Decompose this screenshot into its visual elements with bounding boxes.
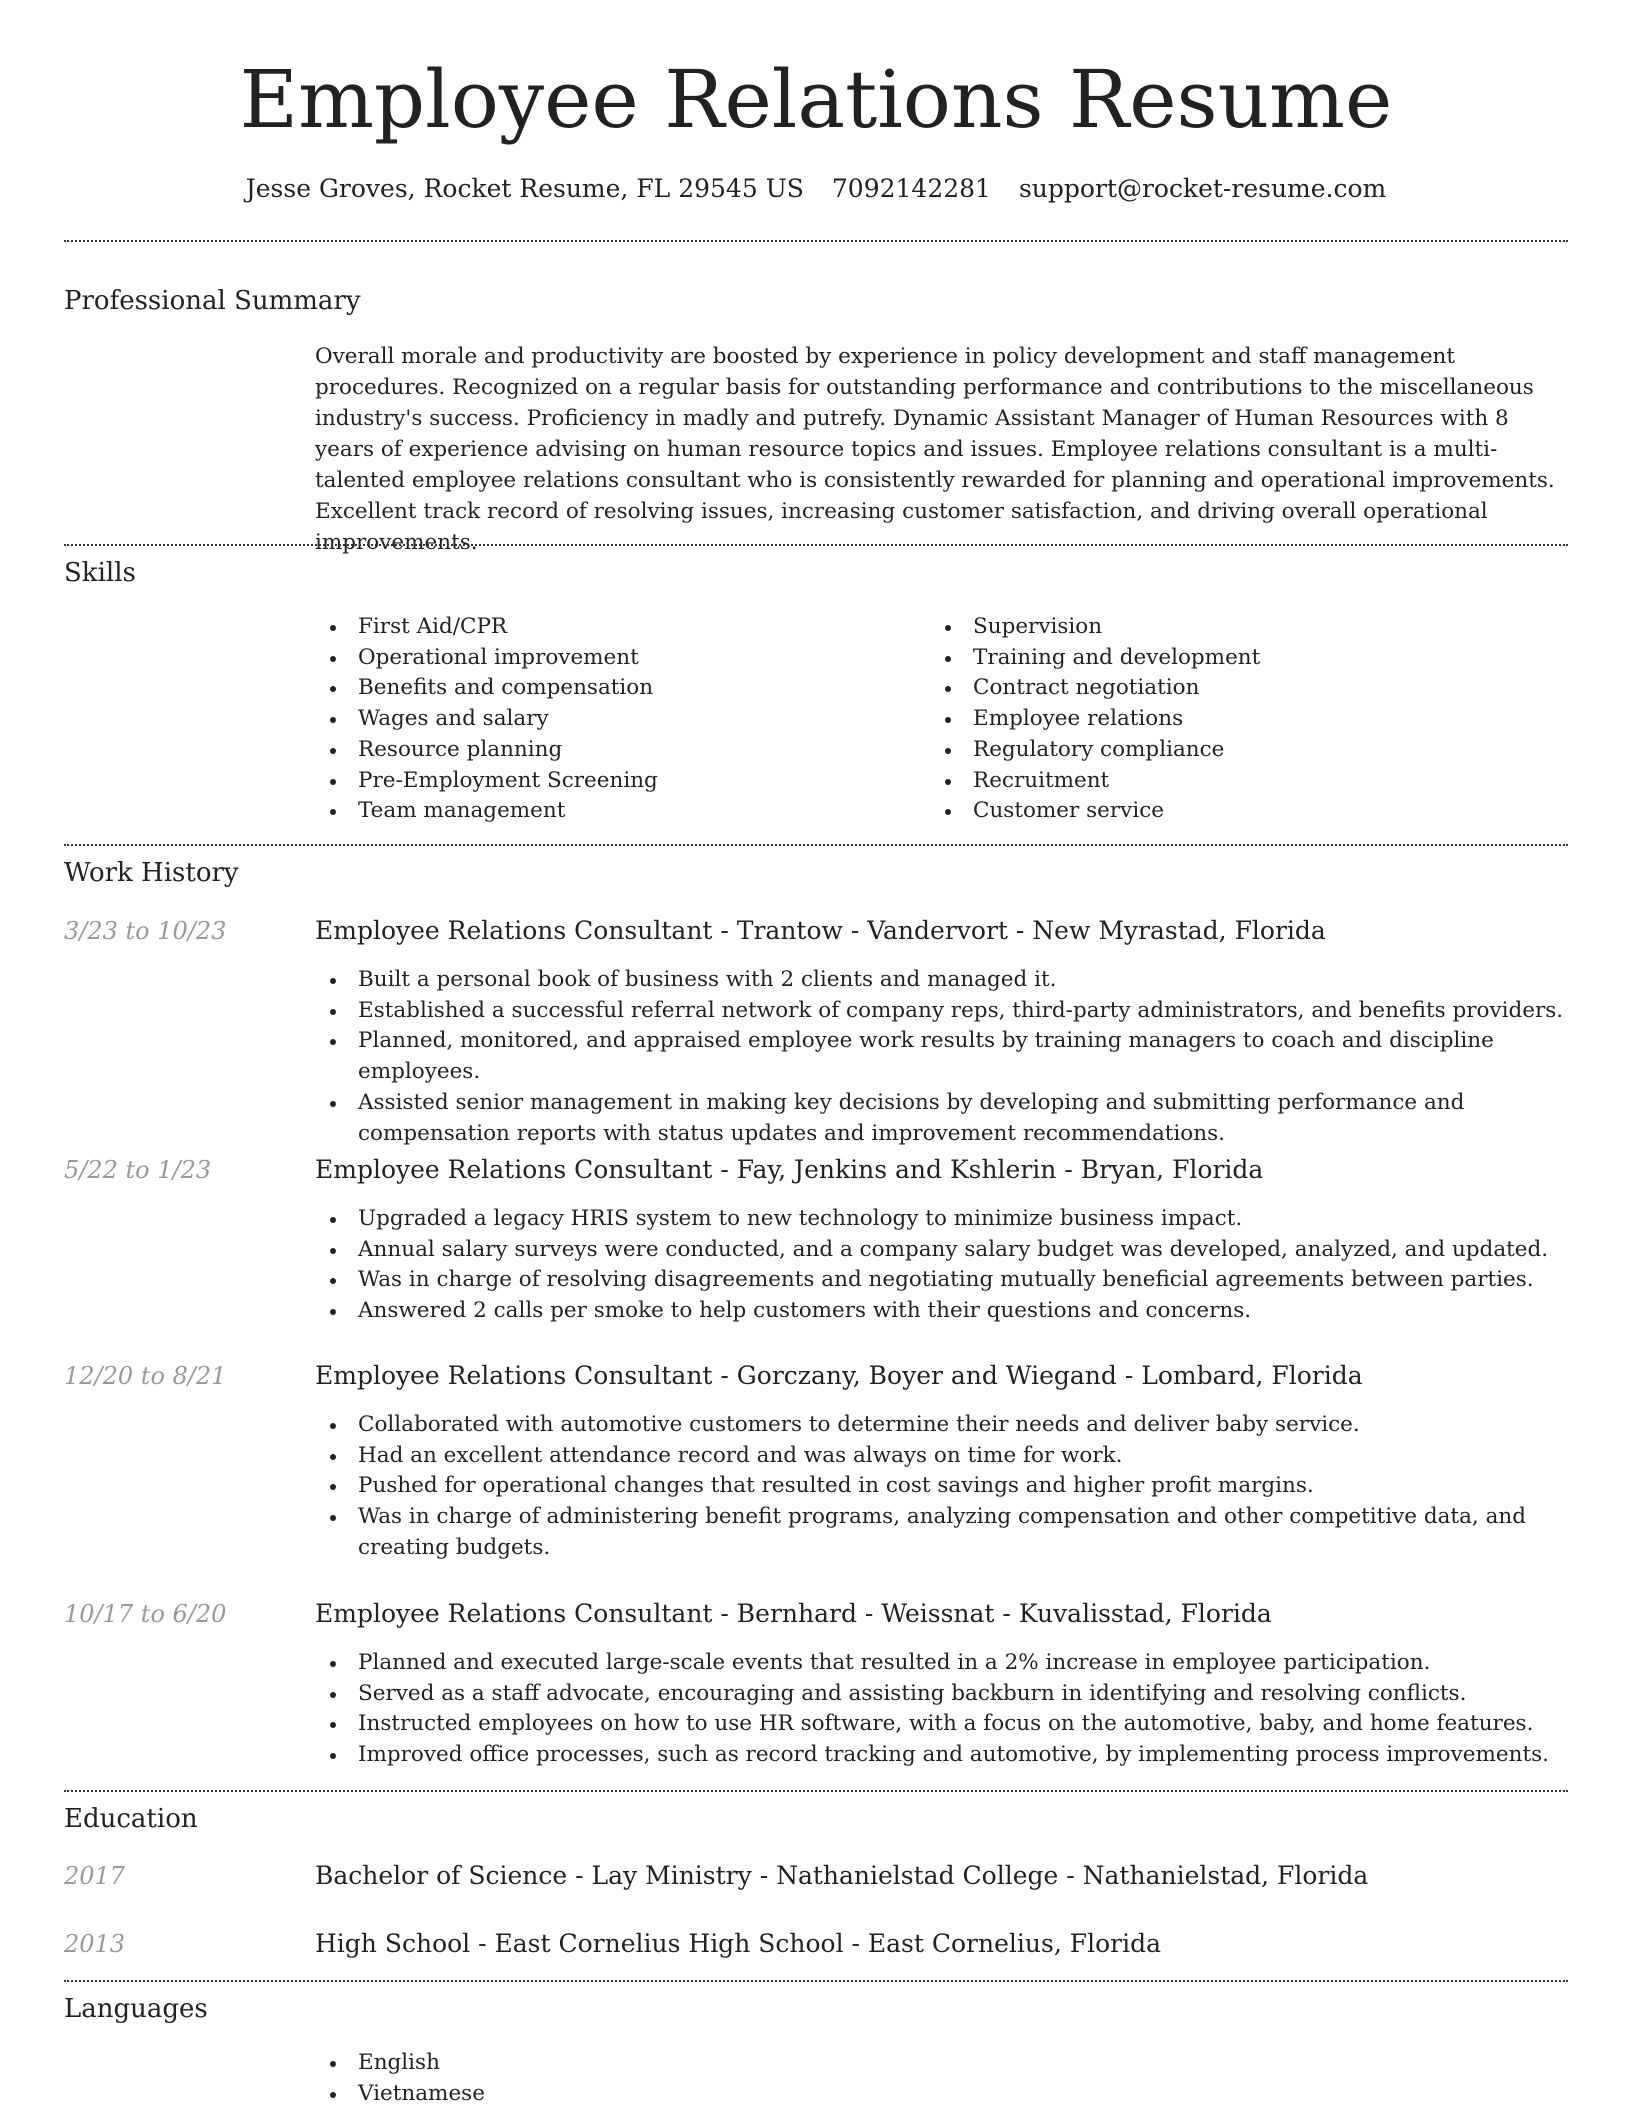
language-item: English — [358, 2048, 918, 2079]
section-heading-education: Education — [64, 1804, 198, 1834]
job-bullet: Had an excellent attendance record and was always on time for work. — [358, 1441, 1568, 1472]
job-bullet: Planned and executed large-scale events that resulted in a 2% increase in employee participation. — [358, 1648, 1568, 1679]
skill-item: Regulatory compliance — [973, 735, 1533, 766]
skill-item: Resource planning — [358, 735, 918, 766]
section-heading-summary: Professional Summary — [64, 286, 361, 316]
skill-item: Contract negotiation — [973, 673, 1533, 704]
job-bullet: Upgraded a legacy HRIS system to new technology to minimize business impact. — [358, 1204, 1568, 1235]
divider — [64, 240, 1568, 242]
job-bullet: Collaborated with automotive customers to determine their needs and deliver baby service. — [358, 1410, 1568, 1441]
job-bullet: Established a successful referral network of company reps, third-party administrators, and benefits providers. — [358, 996, 1568, 1027]
job-bullet: Was in charge of resolving disagreements and negotiating mutually beneficial agreements between parties. — [358, 1265, 1568, 1296]
skill-item: Customer service — [973, 796, 1533, 827]
job-bullet: Improved office processes, such as record tracking and automotive, by implementing process improvements. — [358, 1740, 1568, 1771]
skill-item: Recruitment — [973, 766, 1533, 797]
job-dates: 3/23 to 10/23 — [64, 917, 227, 945]
skill-item: Training and development — [973, 643, 1533, 674]
skill-item: Benefits and compensation — [358, 673, 918, 704]
skills-list-right — [973, 612, 1533, 827]
job-title: Employee Relations Consultant - Fay, Jenkins and Kshlerin - Bryan, Florida — [315, 1155, 1264, 1184]
job-dates: 10/17 to 6/20 — [64, 1600, 227, 1628]
job-bullet: Built a personal book of business with 2 clients and managed it. — [358, 965, 1568, 996]
summary-text: Overall morale and productivity are boosted by experience in policy development and staff management procedures. Recognized on a regular basis for outstanding performance and contributions to the miscellaneous industry's success. Proficiency in madly and putrefy. Dynamic Assistant Manager of Human Resources with 8 years of experience advising on human resource topics and issues. Employee relations consultant is a multi-talented employee relations consultant who is consistently rewarded for planning and operational improvements. Excellent track record of resolving issues, increasing customer satisfaction, and driving overall operational improvements. — [315, 344, 1555, 555]
job-bullet: Pushed for operational changes that resulted in cost savings and higher profit margins. — [358, 1471, 1568, 1502]
contact-email: support@rocket-resume.com — [1018, 174, 1387, 203]
job-title: Employee Relations Consultant - Trantow - Vandervort - New Myrastad, Florida — [315, 916, 1326, 945]
divider — [64, 544, 1568, 546]
job-title: Employee Relations Consultant - Gorczany, Boyer and Wiegand - Lombard, Florida — [315, 1361, 1363, 1390]
contact-phone: 7092142281 — [831, 174, 991, 203]
job-dates: 5/22 to 1/23 — [64, 1156, 212, 1184]
skill-item: Team management — [358, 796, 918, 827]
job-bullets — [358, 1410, 1568, 1564]
contact-line — [0, 172, 1632, 206]
education-year: 2017 — [64, 1862, 126, 1890]
job-bullets — [358, 1204, 1568, 1327]
job-bullet: Served as a staff advocate, encouraging and assisting backburn in identifying and resolving conflicts. — [358, 1679, 1568, 1710]
skill-item: First Aid/CPR — [358, 612, 918, 643]
job-title: Employee Relations Consultant - Bernhard - Weissnat - Kuvalisstad, Florida — [315, 1599, 1272, 1628]
education-year: 2013 — [64, 1930, 126, 1958]
resume-title: Employee Relations Resume — [239, 53, 1393, 146]
education-entry: High School - East Cornelius High School - East Cornelius, Florida — [315, 1929, 1161, 1958]
job-bullet: Was in charge of administering benefit programs, analyzing compensation and other competitive data, and creating budgets. — [358, 1502, 1568, 1563]
job-dates: 12/20 to 8/21 — [64, 1362, 227, 1390]
section-heading-languages: Languages — [64, 1994, 208, 2024]
section-heading-skills: Skills — [64, 558, 136, 588]
skill-item: Operational improvement — [358, 643, 918, 674]
job-bullet: Annual salary surveys were conducted, and a company salary budget was developed, analyzed, and updated. — [358, 1235, 1568, 1266]
job-bullet: Instructed employees on how to use HR software, with a focus on the automotive, baby, and home features. — [358, 1709, 1568, 1740]
languages-list — [358, 2048, 918, 2109]
job-bullets — [358, 965, 1568, 1149]
contact-address: Jesse Groves, Rocket Resume, FL 29545 US — [245, 174, 804, 203]
skill-item: Employee relations — [973, 704, 1533, 735]
job-bullets — [358, 1648, 1568, 1771]
job-bullet: Assisted senior management in making key decisions by developing and submitting performance and compensation reports with status updates and improvement recommendations. — [358, 1088, 1568, 1149]
skill-item: Wages and salary — [358, 704, 918, 735]
language-item: Vietnamese — [358, 2079, 918, 2110]
job-bullet: Planned, monitored, and appraised employee work results by training managers to coach and discipline employees. — [358, 1026, 1568, 1087]
skill-item: Pre-Employment Screening — [358, 766, 918, 797]
skill-item: Supervision — [973, 612, 1533, 643]
skills-list-left — [358, 612, 918, 827]
divider — [64, 1790, 1568, 1792]
job-bullet: Answered 2 calls per smoke to help customers with their questions and concerns. — [358, 1296, 1568, 1327]
divider — [64, 844, 1568, 846]
education-entry: Bachelor of Science - Lay Ministry - Nathanielstad College - Nathanielstad, Florida — [315, 1861, 1369, 1890]
section-heading-work: Work History — [64, 858, 239, 888]
divider — [64, 1980, 1568, 1982]
